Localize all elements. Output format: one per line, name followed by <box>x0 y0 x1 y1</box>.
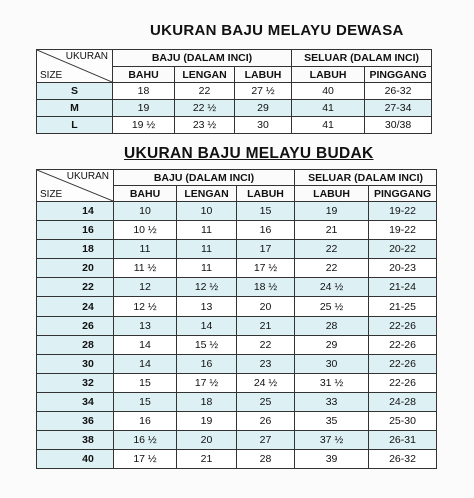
cell-labuh-seluar: 40 <box>292 83 365 100</box>
cell-pinggang: 20-23 <box>369 259 437 278</box>
column-header-lengan: LENGAN <box>175 67 235 83</box>
cell-labuh-seluar: 29 <box>295 335 369 354</box>
cell-bahu: 19 ½ <box>113 117 175 134</box>
cell-labuh-baju: 15 <box>237 202 295 221</box>
cell-bahu: 13 <box>114 316 177 335</box>
cell-labuh-baju: 24 ½ <box>237 373 295 392</box>
size-label: 14 <box>37 202 114 221</box>
cell-bahu: 10 <box>114 202 177 221</box>
table-row <box>37 117 432 134</box>
column-header-labuh-seluar: LABUH <box>292 67 365 83</box>
group-header-baju: BAJU (DALAM INCI) <box>113 50 292 67</box>
cell-lengan: 23 ½ <box>175 117 235 134</box>
cell-pinggang: 24-28 <box>369 392 437 411</box>
table-row <box>37 373 437 392</box>
child-size-table <box>36 169 437 469</box>
cell-labuh-seluar: 35 <box>295 412 369 431</box>
cell-lengan: 22 ½ <box>175 100 235 117</box>
cell-labuh-baju: 26 <box>237 412 295 431</box>
table-row <box>37 100 432 117</box>
cell-pinggang: 27-34 <box>365 100 432 117</box>
size-label: 38 <box>37 431 114 450</box>
cell-labuh-seluar: 33 <box>295 392 369 411</box>
cell-labuh-baju: 28 <box>237 450 295 469</box>
cell-labuh-baju: 22 <box>237 335 295 354</box>
cell-bahu: 12 <box>114 278 177 297</box>
cell-labuh-seluar: 25 ½ <box>295 297 369 316</box>
cell-pinggang: 20-22 <box>369 240 437 259</box>
size-label: 32 <box>37 373 114 392</box>
table-row <box>37 392 437 411</box>
cell-lengan: 10 <box>177 202 237 221</box>
group-header-seluar: SELUAR (DALAM INCI) <box>295 170 437 186</box>
size-label: 30 <box>37 354 114 373</box>
cell-lengan: 15 ½ <box>177 335 237 354</box>
cell-lengan: 11 <box>177 221 237 240</box>
table-row <box>37 431 437 450</box>
cell-bahu: 15 <box>114 392 177 411</box>
cell-bahu: 11 <box>114 240 177 259</box>
corner-label-ukuran: UKURAN <box>65 51 108 62</box>
cell-labuh-baju: 29 <box>235 100 292 117</box>
cell-pinggang: 21-24 <box>369 278 437 297</box>
cell-pinggang: 19-22 <box>369 221 437 240</box>
cell-labuh-seluar: 39 <box>295 450 369 469</box>
cell-bahu: 18 <box>113 83 175 100</box>
cell-labuh-seluar: 37 ½ <box>295 431 369 450</box>
cell-bahu: 11 ½ <box>114 259 177 278</box>
table-row <box>37 278 437 297</box>
cell-pinggang: 22-26 <box>369 373 437 392</box>
corner-label-size: SIZE <box>40 70 63 81</box>
cell-labuh-seluar: 41 <box>292 117 365 134</box>
cell-bahu: 10 ½ <box>114 221 177 240</box>
cell-pinggang: 22-26 <box>369 335 437 354</box>
cell-lengan: 18 <box>177 392 237 411</box>
table-row <box>37 316 437 335</box>
cell-labuh-seluar: 30 <box>295 354 369 373</box>
cell-labuh-seluar: 21 <box>295 221 369 240</box>
table-row <box>37 450 437 469</box>
size-label: 24 <box>37 297 114 316</box>
cell-labuh-seluar: 28 <box>295 316 369 335</box>
cell-labuh-baju: 27 <box>237 431 295 450</box>
table-row <box>37 240 437 259</box>
size-label: 20 <box>37 259 114 278</box>
corner-label-ukuran: UKURAN <box>66 171 109 182</box>
cell-labuh-baju: 25 <box>237 392 295 411</box>
cell-lengan: 14 <box>177 316 237 335</box>
size-label: 26 <box>37 316 114 335</box>
size-label: 28 <box>37 335 114 354</box>
cell-bahu: 19 <box>113 100 175 117</box>
table-row <box>37 202 437 221</box>
cell-lengan: 12 ½ <box>177 278 237 297</box>
cell-pinggang: 26-31 <box>369 431 437 450</box>
group-header-baju: BAJU (DALAM INCI) <box>114 170 295 186</box>
cell-lengan: 20 <box>177 431 237 450</box>
cell-pinggang: 26-32 <box>365 83 432 100</box>
cell-pinggang: 25-30 <box>369 412 437 431</box>
column-header-labuh-baju: LABUH <box>235 67 292 83</box>
size-label: 22 <box>37 278 114 297</box>
size-corner-header <box>37 50 113 83</box>
cell-lengan: 13 <box>177 297 237 316</box>
cell-labuh-baju: 30 <box>235 117 292 134</box>
table-row <box>37 83 432 100</box>
cell-bahu: 16 ½ <box>114 431 177 450</box>
column-header-bahu: BAHU <box>114 186 177 202</box>
cell-pinggang: 19-22 <box>369 202 437 221</box>
column-header-labuh-baju: LABUH <box>237 186 295 202</box>
size-label: M <box>37 100 113 117</box>
cell-pinggang: 22-26 <box>369 316 437 335</box>
cell-labuh-seluar: 22 <box>295 240 369 259</box>
cell-bahu: 14 <box>114 335 177 354</box>
cell-lengan: 11 <box>177 240 237 259</box>
cell-labuh-baju: 18 ½ <box>237 278 295 297</box>
cell-pinggang: 21-25 <box>369 297 437 316</box>
size-corner-header <box>37 170 114 202</box>
cell-pinggang: 22-26 <box>369 354 437 373</box>
table-row <box>37 297 437 316</box>
cell-lengan: 11 <box>177 259 237 278</box>
cell-labuh-baju: 27 ½ <box>235 83 292 100</box>
cell-bahu: 17 ½ <box>114 450 177 469</box>
cell-labuh-baju: 17 <box>237 240 295 259</box>
size-label: S <box>37 83 113 100</box>
cell-pinggang: 30/38 <box>365 117 432 134</box>
table-row <box>37 412 437 431</box>
size-label: 40 <box>37 450 114 469</box>
cell-labuh-seluar: 31 ½ <box>295 373 369 392</box>
column-header-bahu: BAHU <box>113 67 175 83</box>
cell-lengan: 16 <box>177 354 237 373</box>
column-header-pinggang: PINGGANG <box>365 67 432 83</box>
column-header-labuh-seluar: LABUH <box>295 186 369 202</box>
child-size-title: UKURAN BAJU MELAYU BUDAK <box>124 145 374 162</box>
table-row <box>37 354 437 373</box>
cell-labuh-baju: 20 <box>237 297 295 316</box>
cell-labuh-seluar: 19 <box>295 202 369 221</box>
cell-bahu: 12 ½ <box>114 297 177 316</box>
table-row <box>37 259 437 278</box>
adult-size-table <box>36 49 432 134</box>
cell-bahu: 14 <box>114 354 177 373</box>
corner-label-size: SIZE <box>40 189 63 200</box>
cell-labuh-baju: 17 ½ <box>237 259 295 278</box>
table-row <box>37 221 437 240</box>
adult-size-title: UKURAN BAJU MELAYU DEWASA <box>150 22 404 39</box>
cell-labuh-baju: 21 <box>237 316 295 335</box>
size-label: L <box>37 117 113 134</box>
cell-labuh-baju: 23 <box>237 354 295 373</box>
cell-lengan: 17 ½ <box>177 373 237 392</box>
cell-labuh-baju: 16 <box>237 221 295 240</box>
cell-lengan: 19 <box>177 412 237 431</box>
size-label: 36 <box>37 412 114 431</box>
group-header-seluar: SELUAR (DALAM INCI) <box>292 50 432 67</box>
table-row <box>37 335 437 354</box>
size-label: 18 <box>37 240 114 259</box>
cell-labuh-seluar: 41 <box>292 100 365 117</box>
cell-lengan: 21 <box>177 450 237 469</box>
cell-pinggang: 26-32 <box>369 450 437 469</box>
column-header-lengan: LENGAN <box>177 186 237 202</box>
cell-labuh-seluar: 24 ½ <box>295 278 369 297</box>
cell-lengan: 22 <box>175 83 235 100</box>
column-header-pinggang: PINGGANG <box>369 186 437 202</box>
cell-labuh-seluar: 22 <box>295 259 369 278</box>
cell-bahu: 15 <box>114 373 177 392</box>
size-label: 16 <box>37 221 114 240</box>
cell-bahu: 16 <box>114 412 177 431</box>
size-label: 34 <box>37 392 114 411</box>
